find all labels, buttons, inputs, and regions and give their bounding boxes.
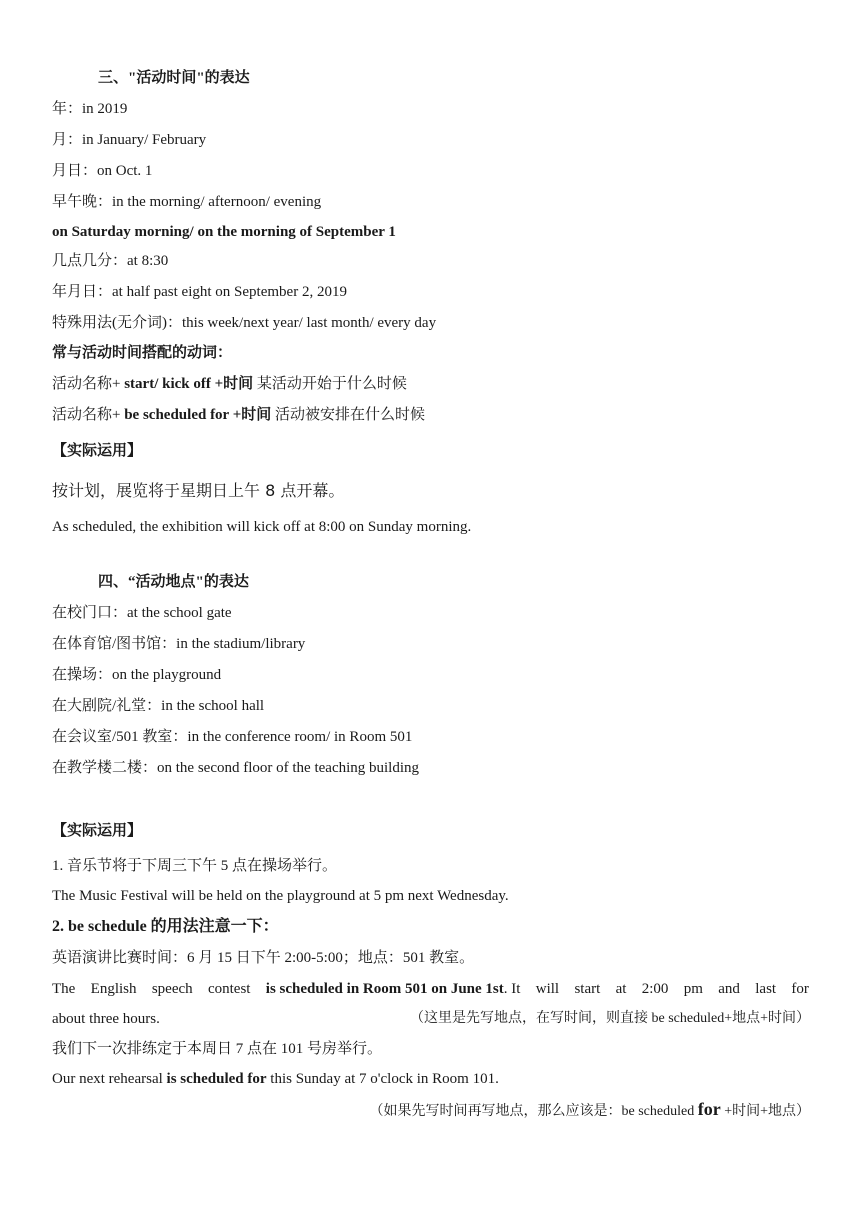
rehearsal-note: （如果先写时间再写地点，那么应该是：be scheduled for +时间+地点） (369, 1099, 810, 1119)
practice-heading: 【实际运用】 (52, 441, 143, 459)
contest-note: （这里是先写地点，在写时间，则直接 be scheduled+地点+时间） (410, 1011, 810, 1026)
place-section-heading: 四、“活动地点"的表达 (98, 574, 249, 590)
verbs-heading: 常与活动时间搭配的动词： (52, 345, 233, 361)
text-line: 月日：on Oct. 1 (52, 163, 153, 179)
text-line: 在操场：on the playground (52, 667, 222, 683)
text-line: 年月日：at half past eight on September 2, 2019 (52, 284, 347, 300)
text-line: 在教学楼二楼：on the second floor of the teaching building (52, 760, 420, 776)
rehearsal-english: Our next rehearsal is scheduled for this Sunday at 7 o'clock in Room 101. (52, 1071, 499, 1087)
item2-heading: 2. be schedule 的用法注意一下： (52, 918, 279, 935)
item1-english: The Music Festival will be held on the playground at 5 pm next Wednesday. (52, 888, 509, 904)
verb-line-kick-off: 活动名称+ start/ kick off +时间 某活动开始于什么时候 (52, 376, 407, 392)
text-line: 在会议室/501 教室：in the conference room/ in Room 501 (52, 729, 413, 745)
rehearsal-chinese: 我们下一次排练定于本周日 7 点在 101 号房举行。 (52, 1041, 383, 1057)
practice-english: As scheduled, the exhibition will kick off at 8:00 on Sunday morning. (52, 519, 472, 535)
item1-chinese: 1. 音乐节将于下周三下午 5 点在操场举行。 (52, 858, 338, 874)
text-line: 在大剧院/礼堂：in the school hall (52, 698, 265, 714)
time-section-heading: 三、"活动时间"的表达 (98, 70, 250, 86)
contest-english-line: The English speech contest is scheduled in Room 501 on June 1st. It will start at 2:00 pm and last for (52, 981, 809, 997)
contest-chinese: 英语演讲比赛时间：6 月 15 日下午 2:00-5:00；地点：501 教室。 (52, 950, 475, 966)
text-line: 特殊用法(无介词)：this week/next year/ last month/ every day (52, 315, 437, 331)
contest-english-line2: about three hours. (52, 1011, 160, 1027)
practice-chinese: 按计划，展览将于星期日上午 8 点开幕。 (52, 481, 345, 500)
contest-bold-phrase: is scheduled in Room 501 on June 1st (265, 981, 504, 997)
text-line: 几点几分：at 8:30 (52, 253, 169, 269)
text-line: 年：in 2019 (52, 101, 128, 117)
text-line: 早午晚：in the morning/ afternoon/ evening (52, 194, 322, 210)
verb-line-scheduled: 活动名称+ be scheduled for +时间 活动被安排在什么时候 (52, 407, 426, 423)
text-line: 月：in January/ February (52, 132, 207, 148)
text-line: 在体育馆/图书馆：in the stadium/library (52, 636, 306, 652)
practice2-heading: 【实际运用】 (52, 821, 143, 839)
text-line: 在校门口：at the school gate (52, 605, 232, 621)
text-line-bold: on Saturday morning/ on the morning of September 1 (52, 224, 396, 240)
